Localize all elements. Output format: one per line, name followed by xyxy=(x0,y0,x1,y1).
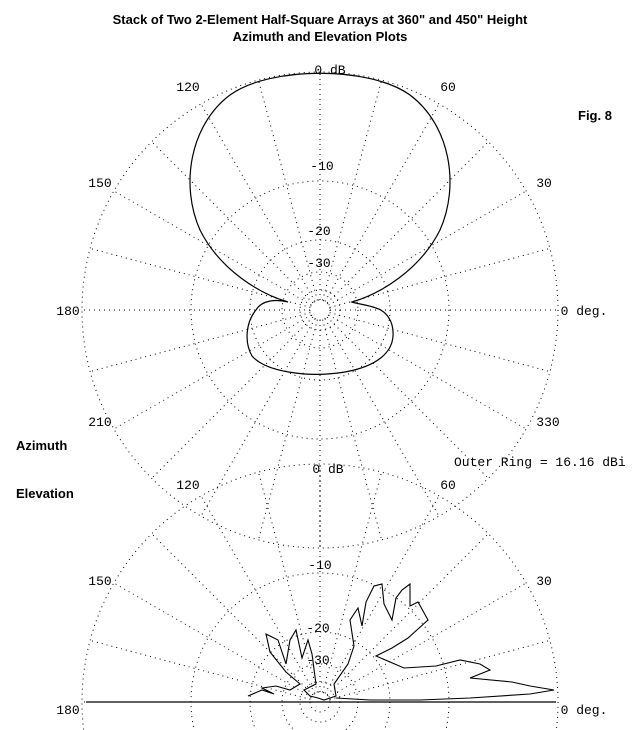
azimuth-spoke-255 xyxy=(258,320,317,540)
elevation-angle-0: 0 deg. xyxy=(560,703,608,718)
elevation-angle-150: 150 xyxy=(88,574,112,589)
elevation-angle-180: 180 xyxy=(56,703,80,718)
elevation-grid xyxy=(82,464,558,730)
figure-number: Fig. 8 xyxy=(578,108,612,123)
elevation-ring-0db-label: 0 dB xyxy=(312,462,344,477)
azimuth-angle-120: 120 xyxy=(176,80,200,95)
elevation-spoke-15 xyxy=(330,640,550,699)
azimuth-spoke-45 xyxy=(327,142,488,303)
azimuth-angle-60: 60 xyxy=(440,80,456,95)
elevation-spoke-120 xyxy=(201,496,315,693)
azimuth-spoke-285 xyxy=(323,320,382,540)
azimuth-angle-labels xyxy=(56,80,607,430)
azimuth-ring-core xyxy=(310,300,330,320)
azimuth-ring-m20-label: -20 xyxy=(307,224,331,239)
azimuth-angle-330: 330 xyxy=(536,415,560,430)
elevation-spoke-60 xyxy=(325,496,439,693)
azimuth-ring-inner xyxy=(300,290,340,330)
elevation-spoke-135 xyxy=(152,534,313,695)
azimuth-spoke-135 xyxy=(152,142,313,303)
azimuth-spoke-195 xyxy=(90,313,310,372)
elevation-spoke-150 xyxy=(114,583,311,697)
elevation-angle-30: 30 xyxy=(536,574,552,589)
azimuth-spoke-75 xyxy=(323,80,382,300)
azimuth-ring-30db xyxy=(282,272,358,348)
azimuth-angle-210: 210 xyxy=(88,415,112,430)
chart-subtitle: Azimuth and Elevation Plots xyxy=(232,29,408,44)
azimuth-ring-m10-label: -10 xyxy=(310,159,334,174)
azimuth-angle-150: 150 xyxy=(88,176,112,191)
elevation-spoke-45 xyxy=(327,534,488,695)
azimuth-spoke-300 xyxy=(325,319,439,516)
azimuth-ring-m30-label: -30 xyxy=(307,256,331,271)
azimuth-spoke-315 xyxy=(327,317,488,478)
outer-ring-label: Outer Ring = 16.16 dBi xyxy=(454,455,626,470)
elevation-spoke-165 xyxy=(90,640,310,699)
elevation-angle-120: 120 xyxy=(176,478,200,493)
azimuth-spoke-210 xyxy=(114,315,311,429)
elevation-ring-m30-label: -30 xyxy=(306,653,330,668)
elevation-ring-m20-label: -20 xyxy=(306,621,330,636)
elevation-spoke-75 xyxy=(323,472,382,692)
azimuth-ring-0db-label: 0 dB xyxy=(314,63,346,78)
azimuth-spoke-330 xyxy=(329,315,526,429)
azimuth-spoke-150 xyxy=(114,191,311,305)
azimuth-angle-180: 180 xyxy=(56,304,80,319)
elevation-ring-labels xyxy=(306,462,343,668)
azimuth-ring-labels xyxy=(307,63,345,271)
elevation-angle-60: 60 xyxy=(440,478,456,493)
azimuth-angle-0: 0 deg. xyxy=(560,304,608,319)
elevation-ring-m10-label: -10 xyxy=(308,558,332,573)
elevation-ring-30db xyxy=(282,664,358,730)
elevation-spoke-30 xyxy=(329,583,526,697)
azimuth-spoke-60 xyxy=(325,104,439,301)
azimuth-spoke-120 xyxy=(201,104,315,301)
azimuth-spoke-345 xyxy=(330,313,550,372)
azimuth-spoke-30 xyxy=(329,191,526,305)
chart-title: Stack of Two 2-Element Half-Square Arrays at 360" and 450" Height xyxy=(112,12,528,27)
azimuth-angle-30: 30 xyxy=(536,176,552,191)
azimuth-label: Azimuth xyxy=(16,438,68,453)
azimuth-spoke-225 xyxy=(152,317,313,478)
elevation-label: Elevation xyxy=(16,486,74,501)
elevation-angle-labels xyxy=(56,478,607,718)
